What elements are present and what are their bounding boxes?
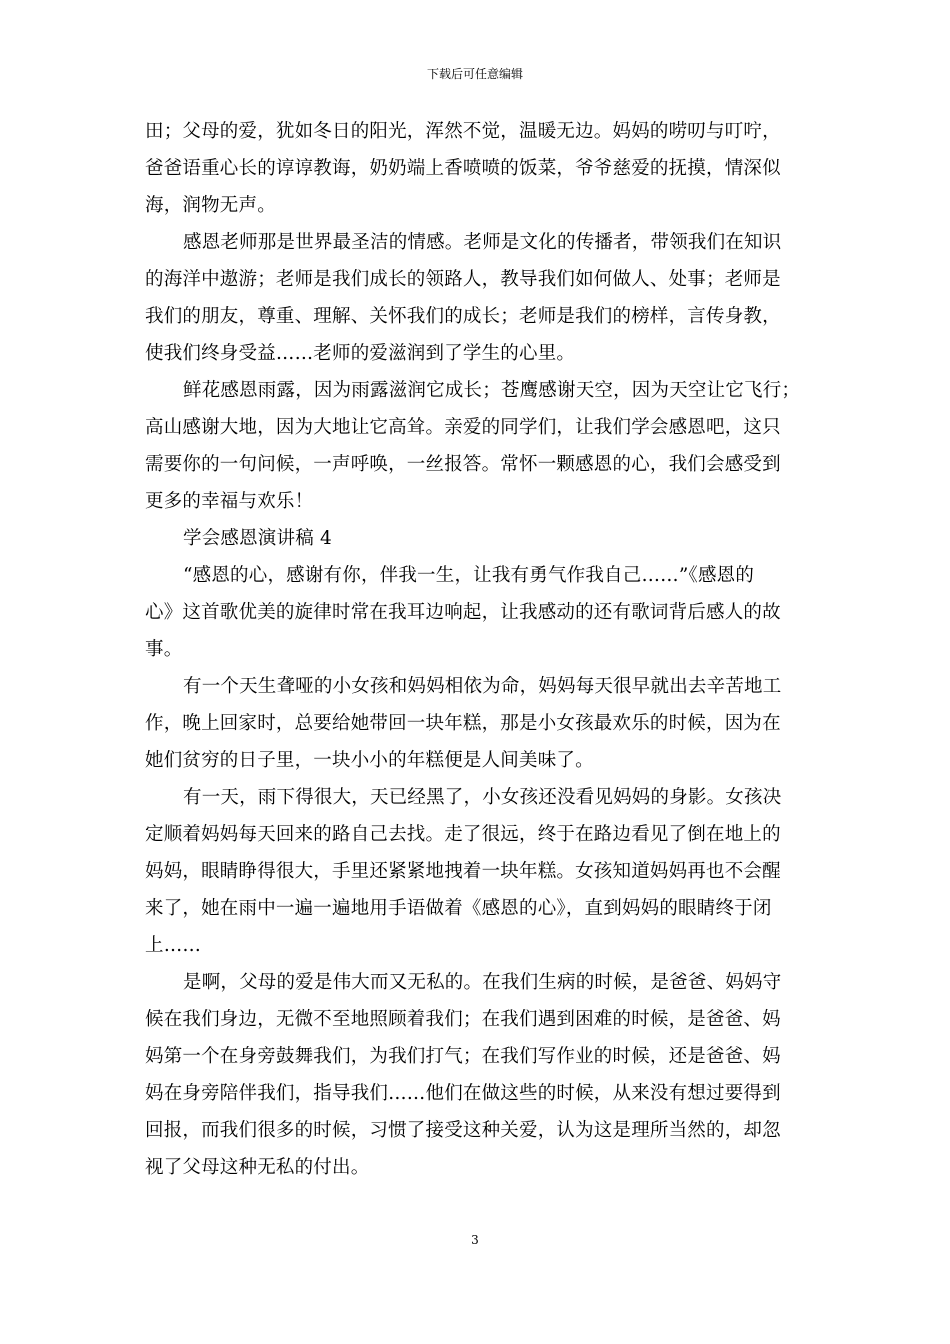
text-line: 田；父母的爱，犹如冬日的阳光，浑然不觉，温暖无边。妈妈的唠叨与叮咛， (145, 121, 781, 142)
text-line: 爸爸语重心长的谆谆教诲，奶奶端上香喷喷的饭菜，爷爷慈爱的抚摸，情深似 (145, 158, 781, 179)
text-line: 她们贫穷的日子里，一块小小的年糕便是人间美味了。 (145, 750, 594, 771)
text-line: 来了，她在雨中一遍一遍地用手语做着《感恩的心》，直到妈妈的眼睛终于闭 (145, 898, 772, 919)
text-line: 妈妈，眼睛睁得很大，手里还紧紧地拽着一块年糕。女孩知道妈妈再也不会醒 (145, 861, 781, 882)
text-line: “感恩的心，感谢有你，伴我一生，让我有勇气作我自己……”《感恩的 (183, 565, 755, 586)
text-line: 妈在身旁陪伴我们，指导我们……他们在做这些的时候，从来没有想过要得到 (145, 1083, 781, 1104)
text-line: 回报，而我们很多的时候，习惯了接受这种关爱，认为这是理所当然的，却忽 (145, 1120, 781, 1141)
text-line: 学会感恩演讲稿 4 (183, 528, 332, 549)
page-header: 下载后可任意编辑 (426, 67, 523, 81)
text-line: 是啊，父母的爱是伟大而又无私的。在我们生病的时候，是爸爸、妈妈守 (183, 972, 782, 993)
text-line: 候在我们身边，无微不至地照顾着我们；在我们遇到困难的时候，是爸爸、妈 (145, 1009, 781, 1030)
text-line: 高山感谢大地，因为大地让它高耸。亲爱的同学们，让我们学会感恩吧，这只 (145, 417, 781, 438)
text-line: 定顺着妈妈每天回来的路自己去找。走了很远，终于在路边看见了倒在地上的 (145, 824, 781, 845)
text-line: 妈第一个在身旁鼓舞我们，为我们打气；在我们写作业的时候，还是爸爸、妈 (145, 1046, 781, 1067)
text-line: 有一天，雨下得很大，天已经黑了，小女孩还没看见妈妈的身影。女孩决 (183, 787, 782, 808)
page-number: 3 (471, 1233, 479, 1247)
text-line: 海，润物无声。 (145, 195, 276, 216)
text-line: 作，晚上回家时，总要给她带回一块年糕，那是小女孩最欢乐的时候，因为在 (145, 713, 781, 734)
text-line: 视了父母这种无私的付出。 (145, 1157, 370, 1178)
text-line: 需要你的一句问候，一声呼唤，一丝报答。常怀一颗感恩的心，我们会感受到 (145, 454, 781, 475)
text-line: 使我们终身受益……老师的爱滋润到了学生的心里。 (145, 343, 576, 364)
text-line: 的海洋中遨游；老师是我们成长的领路人，教导我们如何做人、处事；老师是 (145, 269, 781, 290)
text-line: 有一个天生聋哑的小女孩和妈妈相依为命，妈妈每天很早就出去辛苦地工 (183, 676, 782, 697)
text-line: 心》这首歌优美的旋律时常在我耳边响起，让我感动的还有歌词背后感人的故 (145, 602, 781, 623)
text-line: 鲜花感恩雨露，因为雨露滋润它成长；苍鹰感谢天空，因为天空让它飞行； (183, 380, 801, 401)
text-line: 事。 (145, 639, 183, 660)
text-line: 我们的朋友，尊重、理解、关怀我们的成长；老师是我们的榜样，言传身教， (145, 306, 781, 327)
text-line: 感恩老师那是世界最圣洁的情感。老师是文化的传播者，带领我们在知识 (183, 232, 782, 253)
text-line: 更多的幸福与欢乐！ (145, 491, 314, 512)
text-line: 上…… (145, 935, 202, 956)
document-body (145, 113, 811, 1186)
